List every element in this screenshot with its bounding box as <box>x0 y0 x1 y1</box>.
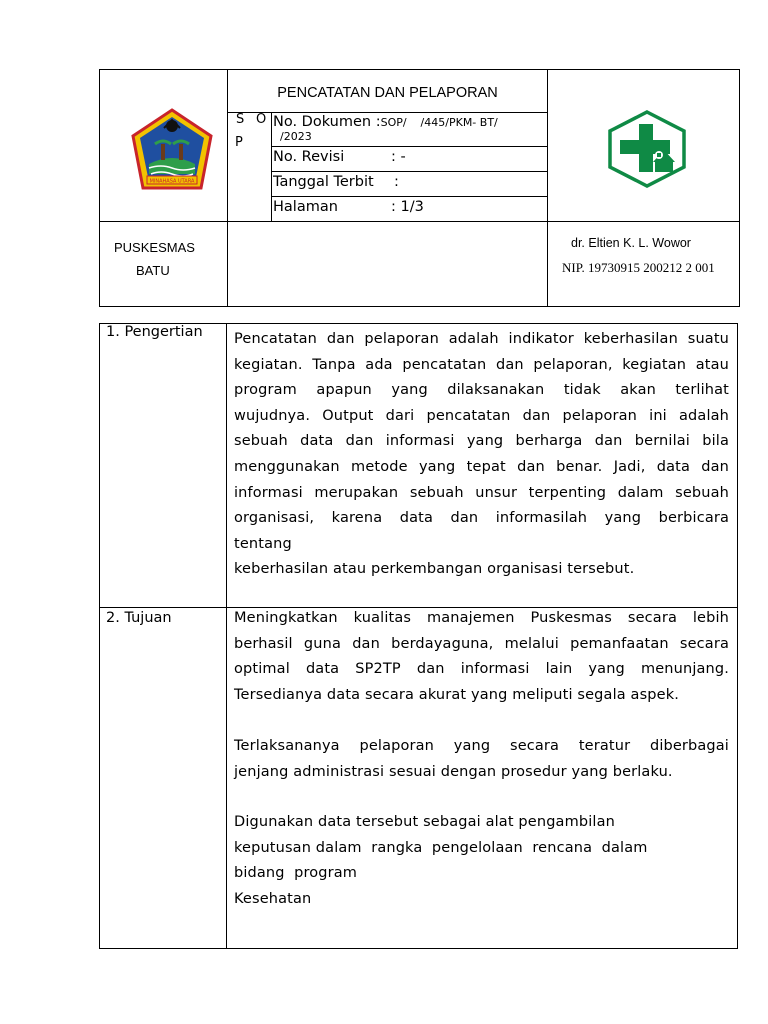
no-dokumen-year: /2023 <box>280 130 312 143</box>
puskesmas-logo <box>606 110 688 188</box>
halaman-label: Halaman <box>273 199 338 215</box>
paragraph-line: Terlaksananya pelaporan yang secara teratur diberbagai <box>234 737 729 754</box>
sop-char-o: O <box>256 112 267 127</box>
no-dokumen-label: No. Dokumen : <box>273 114 381 130</box>
no-revisi-label: No. Revisi <box>273 149 345 165</box>
section-label-pengertian: 1. Pengertian <box>106 324 203 340</box>
paragraph-line: menggunakan metode yang tepat dan benar. Jadi, data dan <box>234 458 729 475</box>
paragraph-line: program apapun yang dilaksanakan tidak akan terlihat <box>234 382 729 399</box>
no-revisi-value: : - <box>391 149 406 165</box>
paragraph-line: optimal data SP2TP dan informasi lain yang menunjang. <box>234 661 729 678</box>
paragraph-line: wujudnya. Output dari pencatatan dan pelaporan ini adalah <box>234 407 729 424</box>
paragraph-line: jenjang administrasi sesuai dengan prosedur yang berlaku. <box>234 763 673 780</box>
paragraph-line: keberhasilan atau perkembangan organisasi tersebut. <box>234 561 635 578</box>
section-body-tujuan-tail <box>234 810 729 912</box>
paragraph-line: organisasi, karena data dan informasilah yang berbicara <box>234 510 729 527</box>
paragraph-line: sebuah data dan informasi yang berharga dan bernilai bila <box>234 433 729 450</box>
document-title: PENCATATAN DAN PELAPORAN <box>277 85 498 101</box>
no-dokumen-row <box>273 111 498 130</box>
signer-name: dr. Eltien K. L. Wowor <box>571 236 691 250</box>
paragraph-line: Tersedianya data secara akurat yang meliputi segala aspek. <box>234 686 680 703</box>
sop-char-s: S <box>236 112 245 127</box>
section-label-tujuan: 2. Tujuan <box>106 610 172 626</box>
paragraph-line: Pencatatan dan pelaporan adalah indikator keberhasilan suatu <box>234 331 729 347</box>
org-name-line-2: BATU <box>136 263 170 278</box>
section-body-pengertian <box>234 327 729 583</box>
halaman-value: : 1/3 <box>391 199 424 215</box>
sop-char-p: P <box>235 135 243 150</box>
paragraph-line: berhasil guna dan berdayaguna, melalui pemanfaatan secara <box>234 635 729 652</box>
paragraph-line: Meningkatkan kualitas manajemen Puskesmas secara lebih <box>234 610 729 626</box>
tanggal-terbit-label: Tanggal Terbit <box>273 174 374 190</box>
tanggal-terbit-value: : <box>394 174 399 190</box>
no-dokumen-value: SOP/ /445/PKM- BT/ <box>380 116 498 129</box>
org-name-line-1: PUSKESMAS <box>114 240 195 255</box>
paragraph-line: bidang program <box>234 865 358 882</box>
paragraph-line: tentang <box>234 535 292 552</box>
section-body-tujuan <box>234 606 729 785</box>
paragraph-line: Kesehatan <box>234 890 312 907</box>
svg-text:MINAHASA UTARA: MINAHASA UTARA <box>149 178 195 185</box>
minahasa-utara-logo <box>131 108 213 192</box>
paragraph-line: informasi merupakan sebuah unsur terpenting dalam sebuah <box>234 484 729 501</box>
paragraph-line: keputusan dalam rangka pengelolaan rencana dalam <box>234 839 648 856</box>
paragraph-line: Digunakan data tersebut sebagai alat pengambilan <box>234 814 615 830</box>
paragraph-line: kegiatan. Tanpa ada pencatatan dan pelaporan, kegiatan atau <box>234 356 729 373</box>
signer-nip: NIP. 19730915 200212 2 001 <box>562 260 715 275</box>
